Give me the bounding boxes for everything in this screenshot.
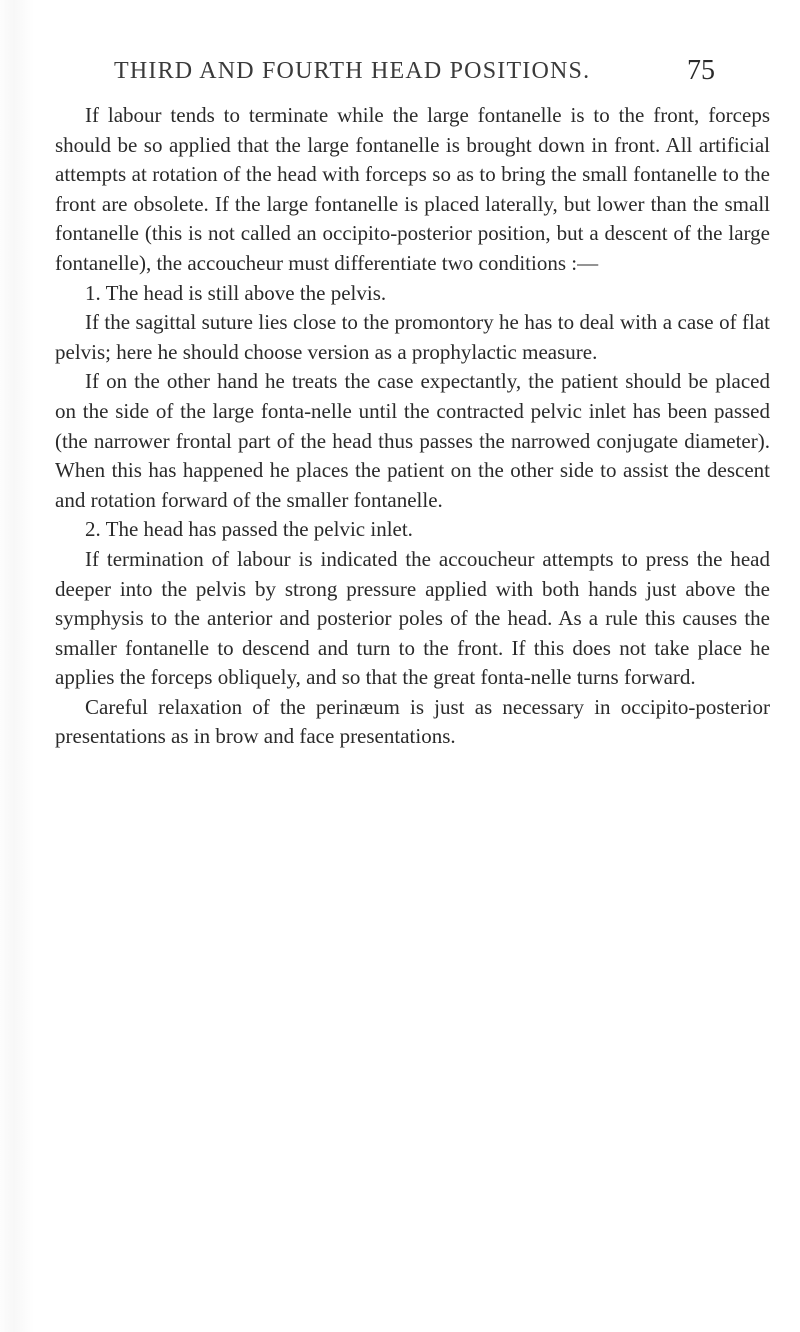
paragraph: If termination of labour is indicated the accoucheur attempts to press the head deeper into the pelvis by strong pressure applied with both hands just above the symphysis to the anterior and posterior poles of the head. As a rule this causes the smaller fontanelle to descend and turn to the front. If this does not take place he applies the forceps obliquely, and so that the great fonta-nelle turns forward. <box>55 546 770 690</box>
paragraph: If on the other hand he treats the case expectantly, the patient should be placed on the side of the large fonta-nelle until the contracted pelvic inlet has been passed (the narrower frontal part of the head thus passes the narrowed conjugate diameter). When this has happened he places the patient on the other side to assist the descent and rotation forward of the smaller fontanelle. <box>55 369 770 512</box>
running-head <box>0 55 800 98</box>
numbered-condition-heading: 1. The head is still above the pelvis. <box>85 280 387 305</box>
body-text <box>55 101 770 752</box>
paragraph: If the sagittal suture lies close to the promontory he has to deal with a case of flat pelvis; here he should choose version as a prophylactic measure. <box>55 310 770 364</box>
numbered-condition-heading: 2. The head has passed the pelvic inlet. <box>85 517 413 542</box>
running-title: THIRD AND FOURTH HEAD POSITIONS. <box>114 58 591 84</box>
page-gutter <box>0 0 34 1332</box>
paragraph: Careful relaxation of the perinæum is just as necessary in occipito-posterior presentations as in brow and face presentations. <box>55 694 770 749</box>
paragraph: If labour tends to terminate while the large fontanelle is to the front, forceps should be so applied that the large fontanelle is brought down in front. All artificial attempts at rotation of the head with forceps so as to bring the small fontanelle to the front are obsolete. If the large fontanelle is placed laterally, but lower than the small fontanelle (this is not called an occipito-posterior position, but a descent of the large fontanelle), the accoucheur must differentiate two conditions :— <box>55 103 770 275</box>
page-number: 75 <box>687 55 715 86</box>
